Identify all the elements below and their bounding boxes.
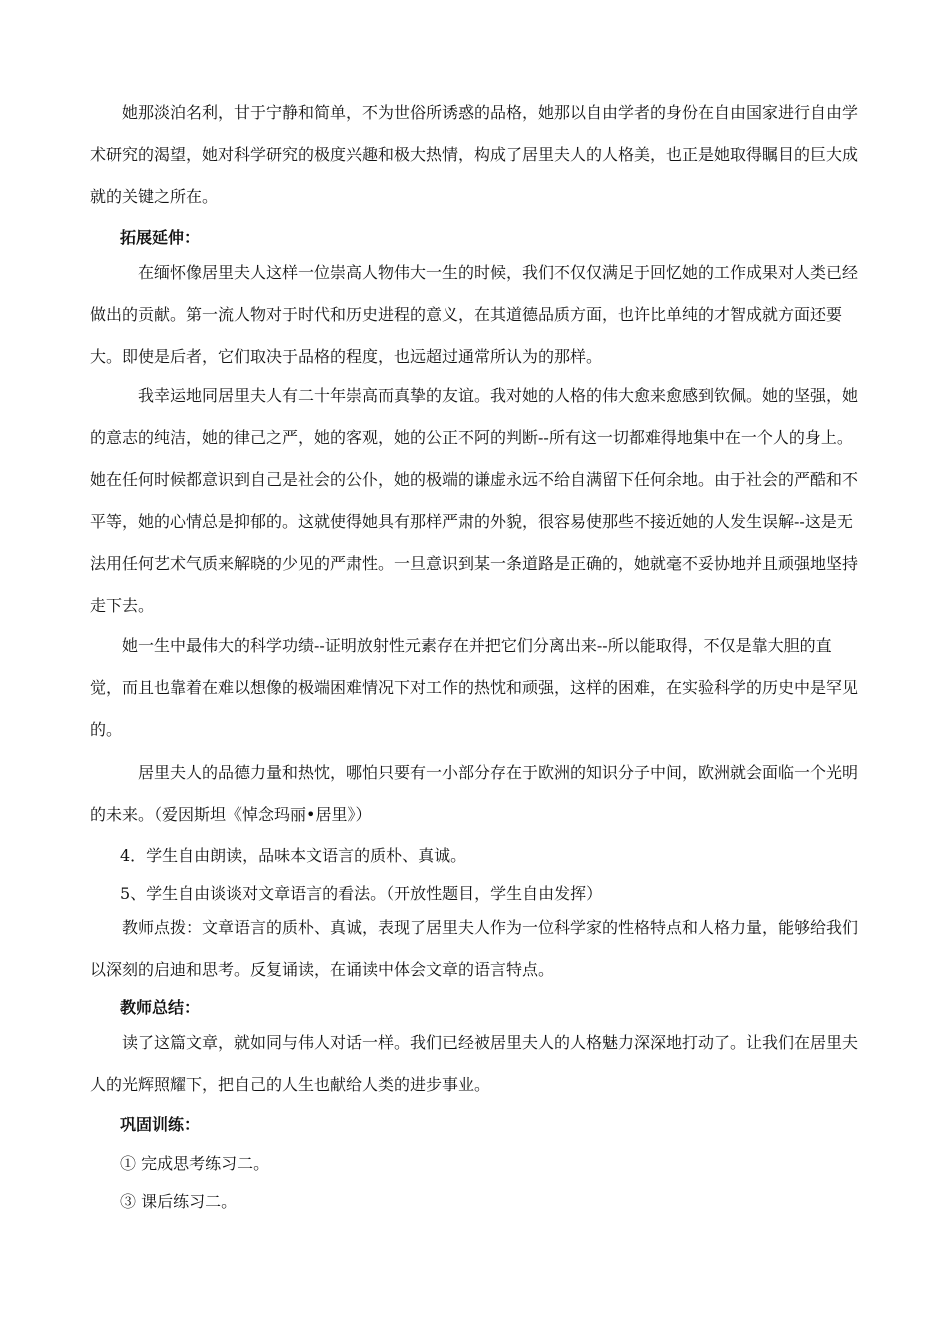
heading-extend: 拓展延伸： [120, 228, 201, 247]
list-item-5: 5、学生自由谈谈对文章语言的看法。（开放性题目，学生自由发挥） [120, 884, 603, 903]
practice-item-3: ③ 课后练习二。 [120, 1192, 238, 1211]
heading-practice: 巩固训练： [120, 1115, 201, 1134]
paragraph-tribute: 在缅怀像居里夫人这样一位崇高人物伟大一生的时候，我们不仅仅满足于回忆她的工作成果对人类已经做出的贡献。第一流人物对于时代和历史进程的意义，在其道德品质方面，也许比单纯的才智成就方面还要大。即使是后者，它们取决于品格的程度，也远超过通常所认为的那样。 [90, 263, 859, 366]
paragraph-summary: 读了这篇文章，就如同与伟人对话一样。我们已经被居里夫人的人格魅力深深地打动了。让我们在居里夫人的光辉照耀下，把自己的人生也献给人类的进步事业。 [90, 1033, 859, 1094]
practice-item-1: ① 完成思考练习二。 [120, 1154, 270, 1173]
heading-summary: 教师总结： [120, 998, 201, 1017]
list-item-4: 4．学生自由朗读，品味本文语言的质朴、真诚。 [120, 846, 467, 865]
paragraph-quote: 居里夫人的品德力量和热忱，哪怕只要有一小部分存在于欧洲的知识分子中间，欧洲就会面临一个光明的未来。（爱因斯坦《悼念玛丽•居里》） [90, 763, 859, 824]
paragraph-character: 她那淡泊名利，甘于宁静和简单，不为世俗所诱惑的品格，她那以自由学者的身份在自由国家进行自由学术研究的渴望，她对科学研究的极度兴趣和极大热情，构成了居里夫人的人格美，也正是她取得瞩目的巨大成就的关键之所在。 [90, 103, 859, 206]
paragraph-teacher-note: 教师点拨：文章语言的质朴、真诚，表现了居里夫人作为一位科学家的性格特点和人格力量，能够给我们以深刻的启迪和思考。反复诵读，在诵读中体会文章的语言特点。 [90, 918, 859, 979]
paragraph-friendship: 我幸运地同居里夫人有二十年崇高而真挚的友谊。我对她的人格的伟大愈来愈感到钦佩。她的坚强，她的意志的纯洁，她的律己之严，她的客观，她的公正不阿的判断--所有这一切都难得地集中在一个人的身上。她在任何时候都意识到自己是社会的公仆，她的极端的谦虚永远不给自满留下任何余地。由于社会的严酷和不平等，她的心情总是抑郁的。这就使得她具有那样严肃的外貌，很容易使那些不接近她的人发生误解--这是无法用任何艺术气质来解晓的少见的严肃性。一旦意识到某一条道路是正确的，她就毫不妥协地并且顽强地坚持走下去。 [90, 386, 859, 615]
paragraph-achievement: 她一生中最伟大的科学功绩--证明放射性元素存在并把它们分离出来--所以能取得，不仅是靠大胆的直觉，而且也靠着在难以想像的极端困难情况下对工作的热忱和顽强，这样的困难，在实验科学的历史中是罕见的。 [90, 636, 859, 739]
